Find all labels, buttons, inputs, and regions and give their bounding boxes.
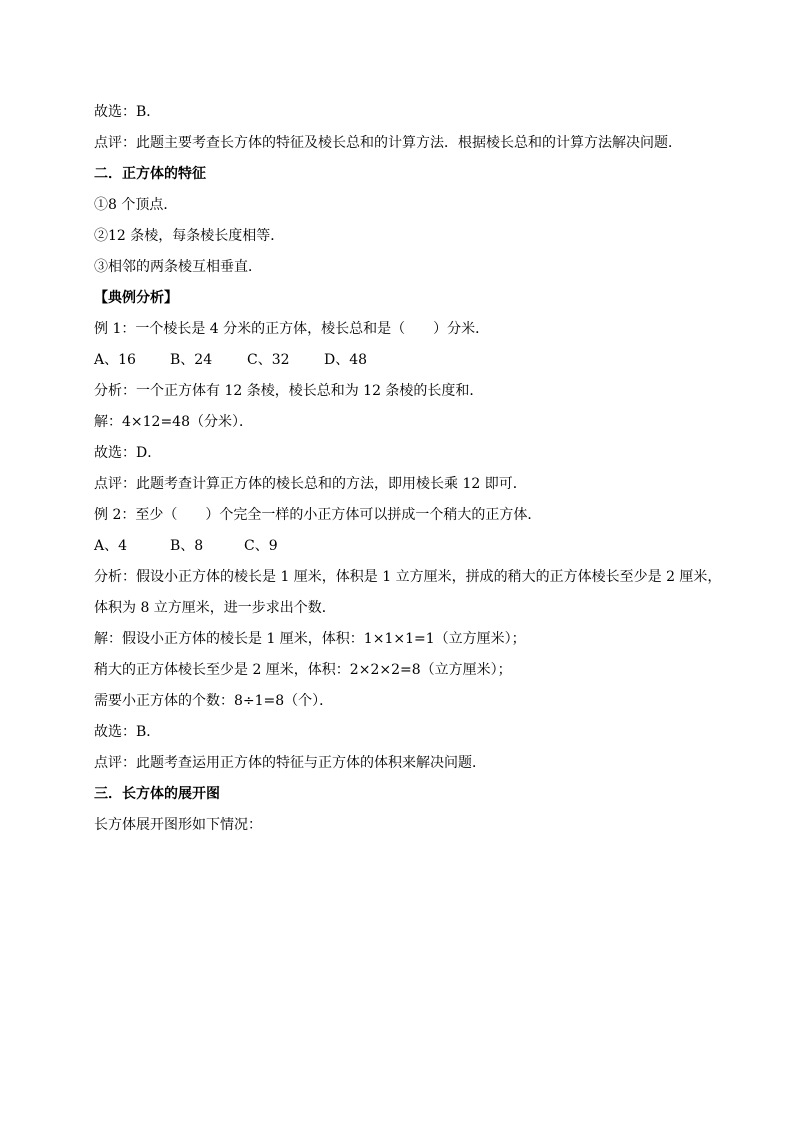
section-heading-examples: 【典例分析】 [94,290,178,306]
example-2-comment: 点评：此题考查运用正方体的特征与正方体的体积来解决问题． [94,755,486,771]
feature-item-vertices: ①8 个顶点． [94,197,178,213]
example-2-answer: 故选：B． [94,724,161,740]
option-c: C、9 [244,538,278,554]
section-heading-cuboid-nets: 三．长方体的展开图 [94,786,220,802]
option-a: A、4 [94,538,128,554]
option-b: B、24 [170,352,213,368]
example-2-analysis-line-1: 分析：假设小正方体的棱长是 1 厘米，体积是 1 立方厘米，拼成的稍大的正方体棱长至少是 2 厘米， [94,569,722,585]
example-2-solution-line-1: 解：假设小正方体的棱长是 1 厘米，体积：1×1×1=1（立方厘米）； [94,631,526,647]
cuboid-nets-intro: 长方体展开图形如下情况： [94,817,262,833]
example-1-answer: 故选：D． [94,445,162,461]
example-2-options [94,536,714,556]
comment-line: 点评：此题主要考查长方体的特征及棱长总和的计算方法．根据棱长总和的计算方法解决问题． [94,135,682,151]
example-1-solution: 解：4×12=48（分米）． [94,414,253,430]
example-1-question: 例 1：一个棱长是 4 分米的正方体，棱长总和是（ ）分米． [94,321,490,337]
example-1-analysis: 分析：一个正方体有 12 条棱，棱长总和为 12 条棱的长度和． [94,383,484,399]
example-2-question: 例 2：至少（ ）个完全一样的小正方体可以拼成一个稍大的正方体． [94,507,542,523]
section-heading-cube-features: 二．正方体的特征 [94,166,206,182]
feature-item-edges: ②12 条棱，每条棱长度相等． [94,228,285,244]
example-2-analysis-line-2: 体积为 8 立方厘米，进一步求出个数． [94,600,336,616]
option-c: C、32 [247,352,290,368]
example-1-comment: 点评：此题考查计算正方体的棱长总和的方法，即用棱长乘 12 即可． [94,476,527,492]
feature-item-perpendicular: ③相邻的两条棱互相垂直． [94,259,262,275]
option-a: A、16 [94,352,136,368]
answer-line: 故选：B． [94,104,161,120]
example-2-solution-line-2: 稍大的正方体棱长至少是 2 厘米，体积：2×2×2=8（立方厘米）； [94,662,512,678]
option-d: D、48 [324,352,368,368]
example-2-solution-line-3: 需要小正方体的个数：8÷1=8（个）． [94,693,334,709]
example-1-options [94,350,714,370]
option-b: B、8 [170,538,204,554]
